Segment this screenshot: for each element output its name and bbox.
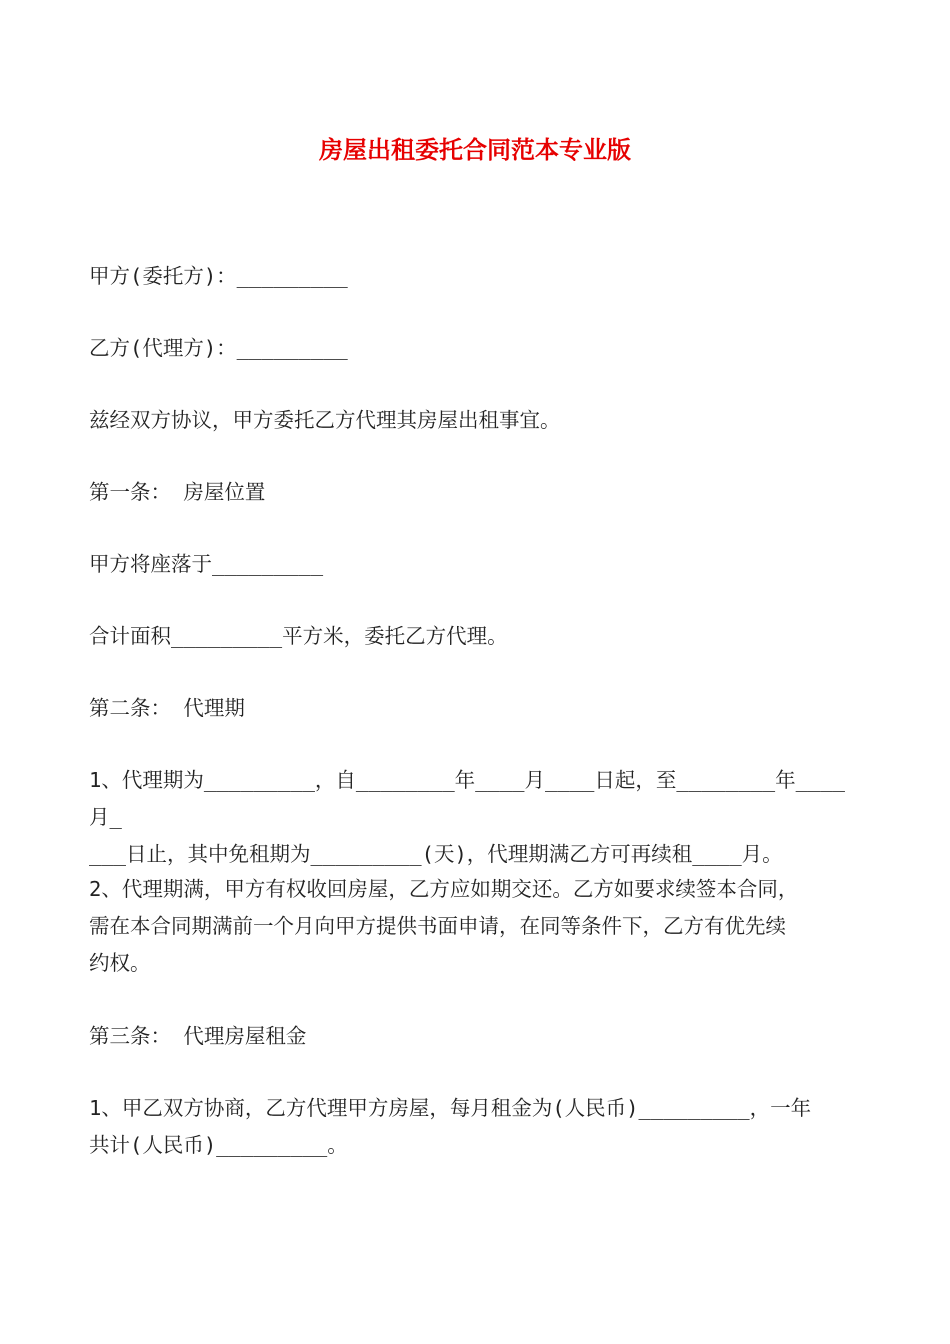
agency-period-clause-2: 2、代理期满，甲方有权收回房屋，乙方应如期交还。乙方如要求续签本合同， 需在本合同期满前一个月向甲方提供书面申请，在同等条件下，乙方有优先续 约权。	[89, 877, 799, 975]
document-title: 房屋出租委托合同范本专业版	[319, 136, 631, 164]
article-1-heading: 第一条： 房屋位置	[89, 480, 266, 504]
article-3-heading: 第三条： 代理房屋租金	[89, 1024, 307, 1048]
article-2-heading: 第二条： 代理期	[89, 696, 245, 720]
rent-clause-1: 1、甲乙双方协商，乙方代理甲方房屋，每月租金为(人民币)_________，一年 共计(人民币)_________。	[89, 1096, 812, 1157]
party-a-line: 甲方(委托方)：_________	[89, 264, 348, 288]
property-location-line: 甲方将座落于_________	[89, 552, 324, 576]
party-b-line: 乙方(代理方)：_________	[89, 336, 348, 360]
agreement-intro: 兹经双方协议，甲方委托乙方代理其房屋出租事宜。	[89, 408, 561, 432]
agency-period-clause-1: 1、代理期为_________，自________年____月____日起，至________年____月_ ___日止，其中免租期为_________(天)，代理期满乙方可再续租____月。	[89, 768, 845, 866]
property-area-line: 合计面积_________平方米，委托乙方代理。	[89, 624, 508, 648]
